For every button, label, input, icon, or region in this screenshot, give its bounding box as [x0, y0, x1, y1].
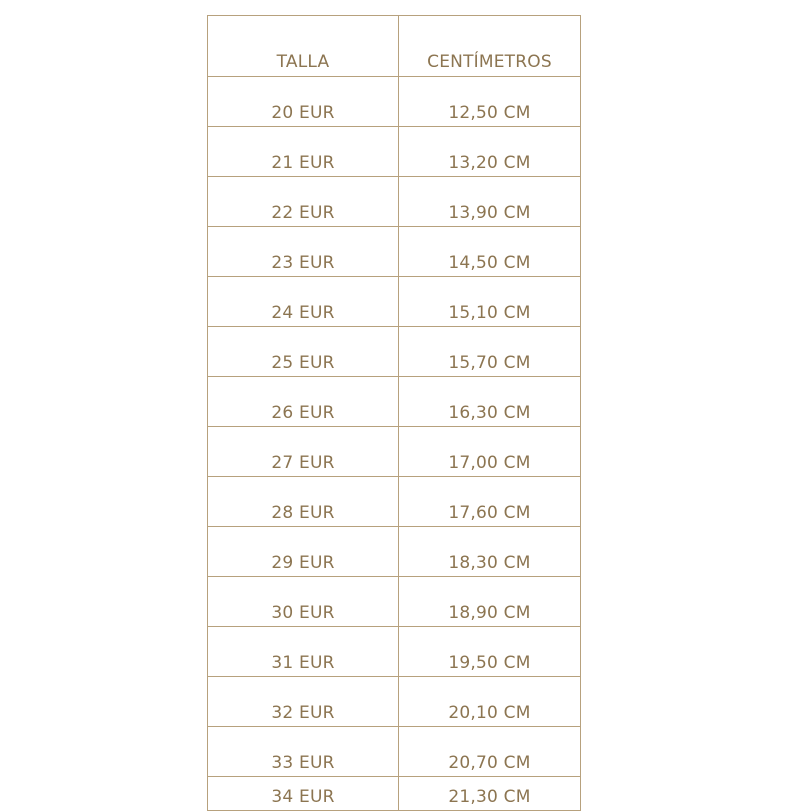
size-cell: 34 EUR [208, 777, 399, 811]
centimeters-cell: 14,50 CM [399, 227, 581, 277]
table-row [208, 677, 581, 727]
table-row [208, 477, 581, 527]
size-cell: 32 EUR [208, 677, 399, 727]
size-cell: 25 EUR [208, 327, 399, 377]
size-cell: 33 EUR [208, 727, 399, 777]
size-cell: 20 EUR [208, 77, 399, 127]
centimeters-cell: 13,90 CM [399, 177, 581, 227]
centimeters-cell: 20,70 CM [399, 727, 581, 777]
table-row [208, 427, 581, 477]
size-cell: 30 EUR [208, 577, 399, 627]
table-row [208, 77, 581, 127]
centimeters-cell: 18,30 CM [399, 527, 581, 577]
table-row [208, 777, 581, 811]
table-row [208, 277, 581, 327]
table-row [208, 527, 581, 577]
centimeters-cell: 21,30 CM [399, 777, 581, 811]
table-header-row [208, 16, 581, 77]
table-row [208, 627, 581, 677]
table-row [208, 377, 581, 427]
column-header-size: TALLA [208, 16, 399, 77]
size-cell: 29 EUR [208, 527, 399, 577]
size-cell: 23 EUR [208, 227, 399, 277]
table-row [208, 577, 581, 627]
size-cell: 24 EUR [208, 277, 399, 327]
centimeters-cell: 17,00 CM [399, 427, 581, 477]
centimeters-cell: 18,90 CM [399, 577, 581, 627]
size-cell: 27 EUR [208, 427, 399, 477]
size-cell: 22 EUR [208, 177, 399, 227]
table-row [208, 227, 581, 277]
centimeters-cell: 15,10 CM [399, 277, 581, 327]
centimeters-cell: 16,30 CM [399, 377, 581, 427]
centimeters-cell: 20,10 CM [399, 677, 581, 727]
size-cell: 21 EUR [208, 127, 399, 177]
size-chart-table [207, 15, 581, 811]
centimeters-cell: 17,60 CM [399, 477, 581, 527]
table-row [208, 327, 581, 377]
centimeters-cell: 15,70 CM [399, 327, 581, 377]
table-row [208, 177, 581, 227]
table-row [208, 727, 581, 777]
size-cell: 28 EUR [208, 477, 399, 527]
centimeters-cell: 13,20 CM [399, 127, 581, 177]
size-cell: 31 EUR [208, 627, 399, 677]
column-header-centimeters: CENTÍMETROS [399, 16, 581, 77]
size-cell: 26 EUR [208, 377, 399, 427]
table-row [208, 127, 581, 177]
centimeters-cell: 12,50 CM [399, 77, 581, 127]
centimeters-cell: 19,50 CM [399, 627, 581, 677]
